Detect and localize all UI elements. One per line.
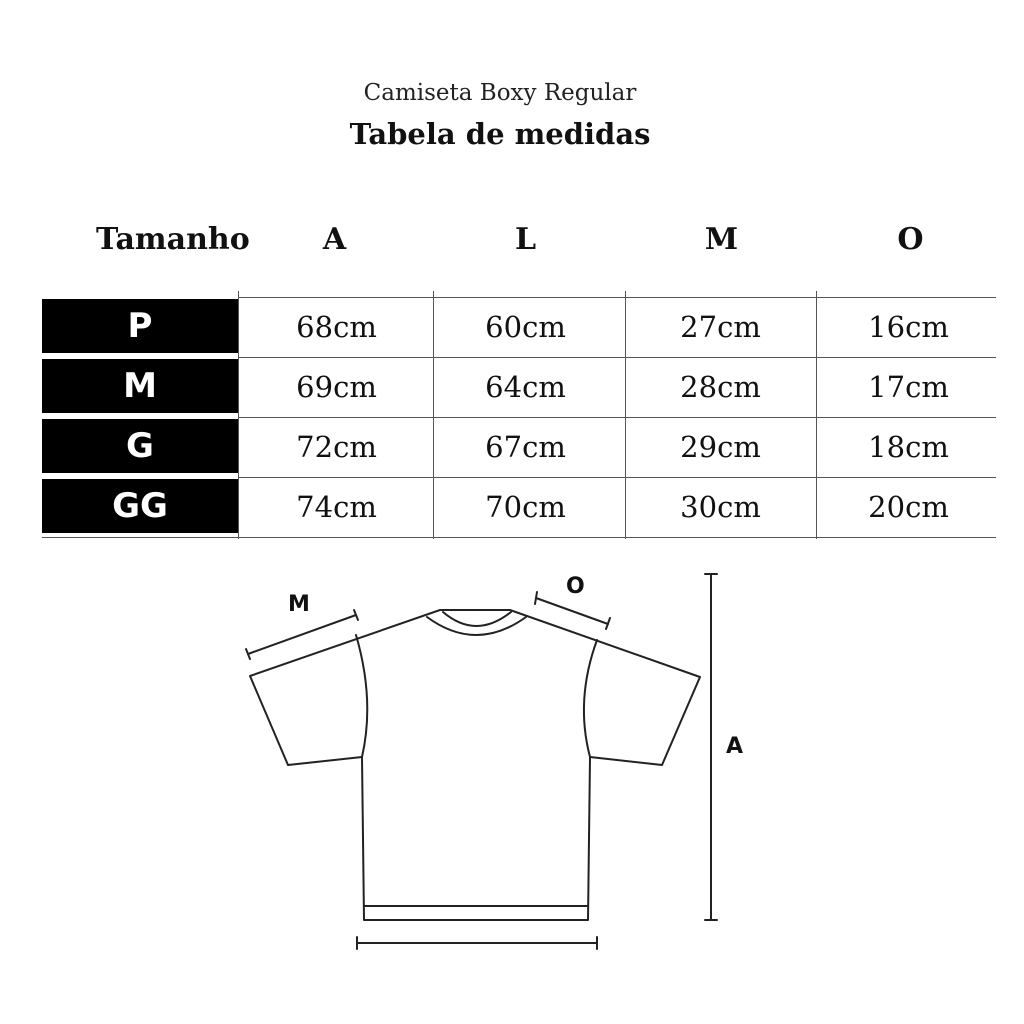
column-header-m: M (704, 222, 739, 257)
size-label: GG (42, 479, 238, 533)
measure-line-shoulder (536, 598, 608, 624)
size-label: G (42, 419, 238, 473)
value-a: 69cm (296, 370, 377, 404)
column-header-a: A (322, 222, 347, 257)
value-o: 20cm (868, 490, 949, 524)
label-shoulder: O (566, 574, 585, 599)
value-l: 64cm (485, 370, 566, 404)
column-header-o: O (897, 222, 924, 257)
tshirt-right-sleeve-seam (584, 640, 597, 757)
value-l: 60cm (485, 310, 566, 344)
size-label: M (42, 359, 238, 413)
size-label: P (42, 299, 238, 353)
column-header-l: L (514, 222, 537, 257)
value-a: 72cm (296, 430, 377, 464)
subtitle: Camiseta Boxy Regular (363, 80, 637, 106)
column-header-size: Tamanho (96, 222, 250, 257)
label-sleeve: M (288, 592, 310, 617)
measure-line-sleeve (248, 615, 356, 654)
value-o: 18cm (868, 430, 949, 464)
value-a: 74cm (296, 490, 377, 524)
value-o: 16cm (868, 310, 949, 344)
value-m: 29cm (680, 430, 761, 464)
value-m: 27cm (680, 310, 761, 344)
value-l: 67cm (485, 430, 566, 464)
value-o: 17cm (868, 370, 949, 404)
value-m: 28cm (680, 370, 761, 404)
tshirt-collar-inner (443, 612, 511, 626)
page-title: Tabela de medidas (349, 117, 651, 151)
value-m: 30cm (680, 490, 761, 524)
tshirt-outline (250, 610, 700, 920)
value-a: 68cm (296, 310, 377, 344)
value-l: 70cm (485, 490, 566, 524)
tshirt-left-sleeve-seam (356, 635, 367, 757)
label-length: A (726, 734, 744, 759)
